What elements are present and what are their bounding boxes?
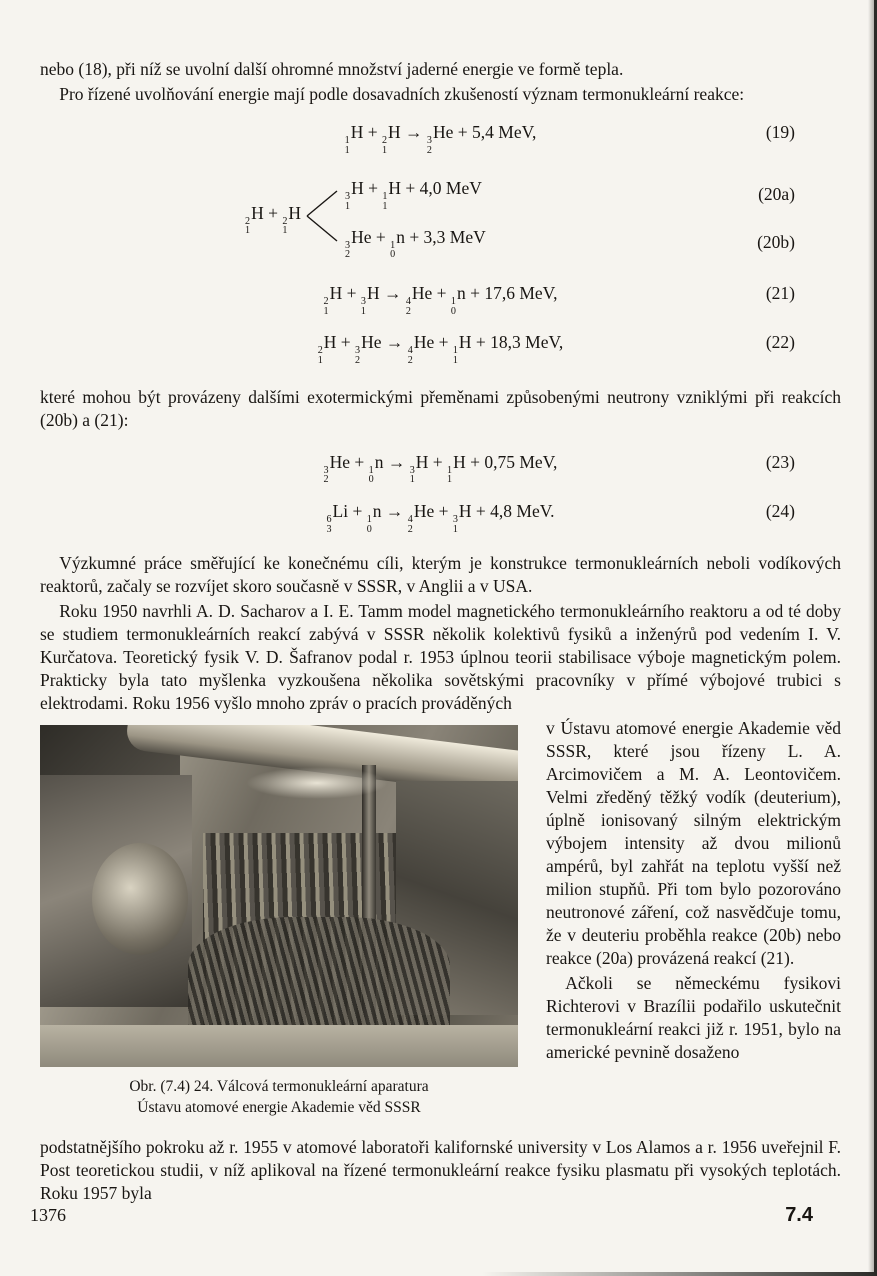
equation-21-number: (21) [765, 283, 795, 304]
equation-20a-number: (20a) [758, 184, 795, 205]
paragraph-intro: nebo (18), při níž se uvolní další ohromné množství jaderné energie ve formě tepla. [40, 59, 624, 79]
paragraph-exothermic: které mohou být provázeny dalšími exotermickými přeměnami způsobenými neutrony vzniklými při reakcích (20b) a (21): [40, 386, 841, 430]
equation-22-body: 2 1 H + 3 2 He → 4 2 He + 1 1 H + 18,3 MeV, [317, 332, 564, 367]
photo-round-flange [92, 843, 188, 955]
equation-21 [40, 282, 841, 316]
apparatus-photo [40, 725, 518, 1067]
paragraph-research: Výzkumné práce směřující ke konečnému cíli, kterým je konstrukce termonukleárních neboli vodíkových reaktorů, začaly se rozvíjet skoro současně v SSSR, v Anglii a v USA. [40, 553, 841, 597]
equation-20-group [40, 170, 841, 267]
equation-20b-number: (20b) [757, 232, 795, 253]
equation-22 [40, 331, 841, 365]
figure-caption-line2: Ústavu atomové energie Akademie věd SSSR [137, 1099, 421, 1117]
equation-24 [40, 500, 841, 534]
equation-19-number: (19) [765, 122, 795, 142]
equation-20a-body: 3 1 H + 1 1 H + 4,0 MeV [345, 178, 482, 213]
page-footer [30, 1204, 813, 1227]
equation-20b [343, 219, 795, 267]
paragraph-history-1950: Roku 1950 navrhli A. D. Sacharov a I. E. Tamm model magnetického termonukleárního reaktoru a od té doby se studiem termonukleárních reakcí zabývá v SSSR několik kolektivů fysiků a inženýrů pod vedením I. V. Kurčatova. Teoretický fysik V. D. Šafranov podal r. 1953 úplnou teorii stabilisace výboje magnetickým polem. Prakticky byla tato myšlenka vyzkoušena několika sovětskými pracovníky v přímé výbojové trubici s elektrodami. Roku 1956 vyšlo mnoho zpráv o pracích prováděných [40, 601, 841, 714]
paragraph-reactions-intro: Pro řízené uvolňování energie mají podle dosavadních zkušeností význam termonukleární reakce: [59, 84, 745, 104]
scan-bottom-edge [482, 1272, 877, 1276]
equation-19 [40, 121, 841, 155]
paragraph-losalamos: podstatnějšího pokroku až r. 1955 v atomové laboratoři kalifornské university v Los Alamos a r. 1956 uveřejnil F. Post teoretickou studii, v níž aplikoval na řízené termonukleární reakce fysiku plasmatu při vysokých teplotách. Roku 1957 byla [40, 1137, 841, 1204]
paragraph-ustav: v Ústavu atomové energie Akademie věd SSSR, které jsou řízeny L. A. Arcimovičem a M. A. Leontovičem. Velmi zředěný těžký vodík (deuterium), úplně ionisovaný silným elektrickým výbojem intensity až dvou milionů ampérů, byl zahřát na teplotu vyšší než milion stupňů. Při tom bylo pozorováno neutronové záření, což nasvědčuje tomu, že v deuteriu proběhla reakce (20b) nebo reakce (20a) provázená reakcí (21). [546, 718, 841, 969]
equation-20-branches [343, 170, 841, 267]
paragraph-richter: Ačkoli se německému fysikovi Richterovi v Brazílii podařilo uskutečnit termonukleární reakci již r. 1951, bylo na americké pevnině dosaženo [546, 973, 841, 1063]
equation-24-body: 6 3 Li + 1 0 n → 4 2 He + 3 1 H + 4,8 MeV. [326, 501, 555, 535]
equation-22-number: (22) [765, 332, 795, 353]
photo-floor [40, 1025, 518, 1067]
equation-23 [40, 451, 841, 485]
photo-highlight [246, 767, 388, 799]
figure-apparatus [40, 725, 518, 1118]
equation-24-number: (24) [765, 501, 795, 522]
figure-caption-line1: Obr. (7.4) 24. Válcová termonukleární aparatura [129, 1078, 429, 1096]
page-number: 1376 [30, 1205, 66, 1225]
photo-cable-bundle [188, 917, 450, 1039]
equation-19-body: 1 1 H + 2 1 H → 3 2 He + 5,4 MeV, [344, 122, 537, 156]
equation-20b-body: 3 2 He + 1 0 n + 3,3 MeV [345, 226, 486, 261]
section-number: 7.4 [785, 1204, 813, 1226]
equation-21-body: 2 1 H + 3 1 H → 4 2 He + 1 0 n + 17,6 MeV, [323, 283, 558, 317]
figure-caption [40, 1076, 518, 1118]
branch-fork-lines [305, 184, 339, 254]
equation-23-body: 3 2 He + 1 0 n → 3 1 H + 1 1 H + 0,75 MeV, [323, 451, 558, 486]
equation-23-number: (23) [765, 451, 795, 472]
equation-20a [343, 170, 795, 218]
equation-20-left: 2 1 H + 2 1 H [245, 202, 302, 237]
